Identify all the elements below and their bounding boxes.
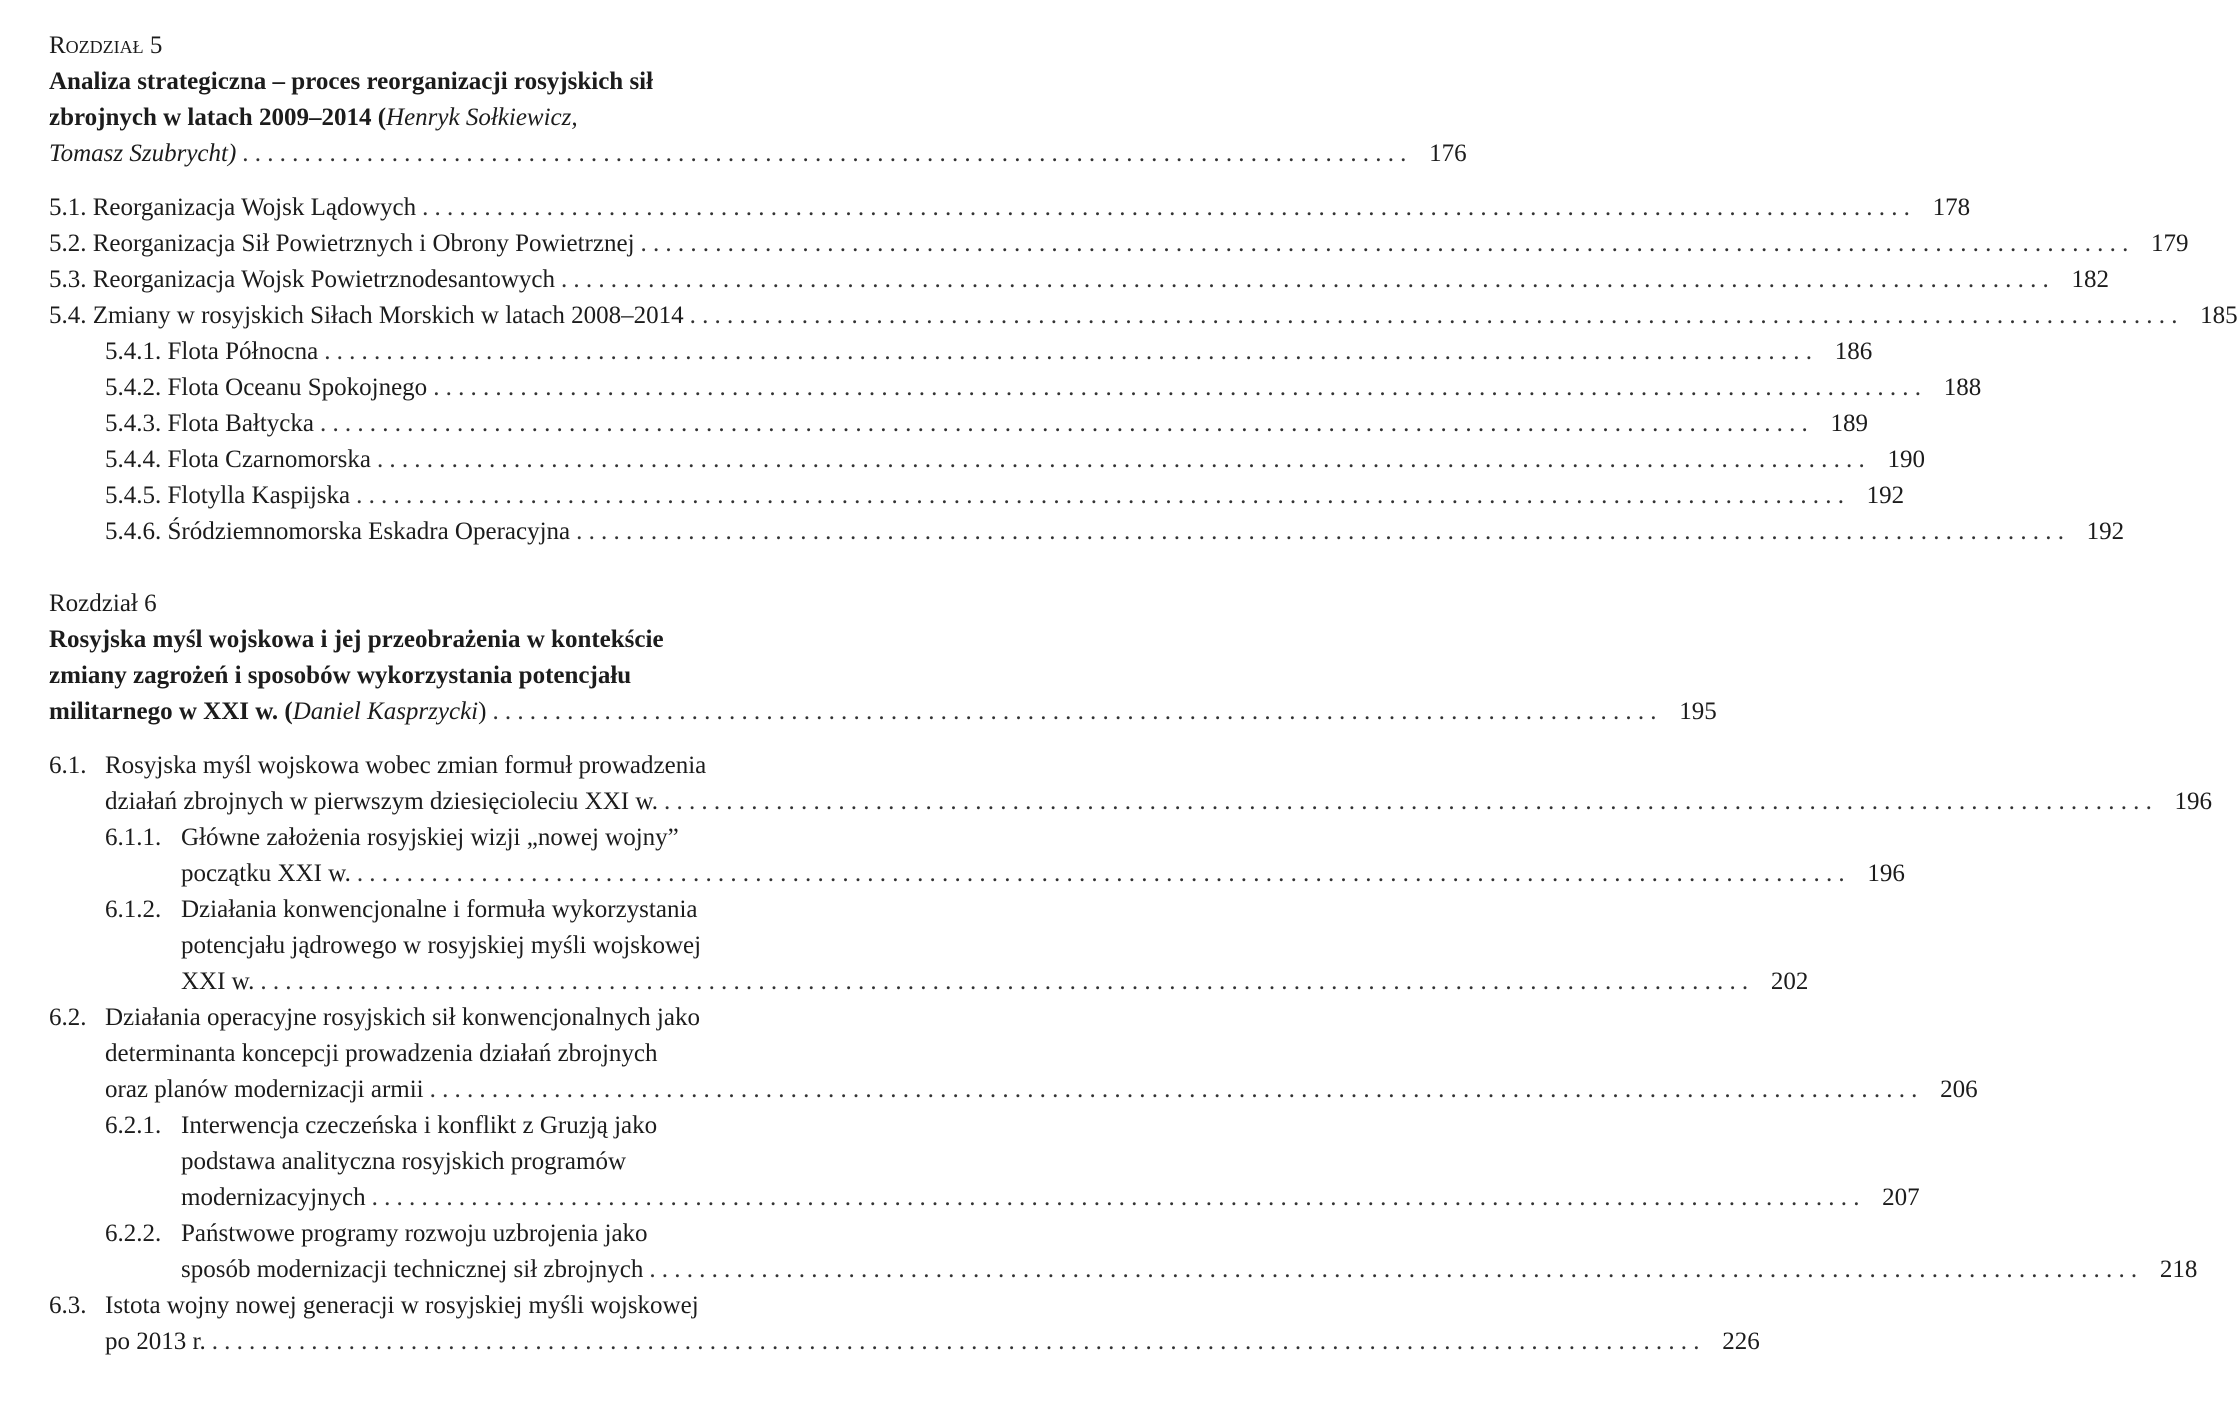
toc-entry[interactable] (49, 514, 2125, 550)
section-title: sposób modernizacji technicznej sił zbrojnych (181, 1256, 644, 1283)
toc-entry-line (49, 1072, 1978, 1108)
section-number: 5.4. (49, 302, 87, 329)
section-title: Śródziemnomorska Eskadra Operacyjna (167, 518, 571, 545)
dot-leader: ........................................................................................................................ (356, 482, 1851, 509)
chapter-5-title-line-2 (49, 100, 915, 136)
toc-entry[interactable] (49, 298, 2238, 334)
section-title: XXI w. (181, 968, 255, 995)
page-number: 185 (2200, 302, 2238, 329)
chapter-6-title-line-1 (49, 622, 915, 658)
section-title: Zmiany w rosyjskich Siłach Morskich w latach 2008–2014 (92, 302, 684, 329)
toc-entry-line (49, 1288, 915, 1324)
section-number: 6.1.2. (105, 896, 162, 923)
section-number: 6.3. (49, 1292, 87, 1319)
section-title: Istota wojny nowej generacji w rosyjskiej myśli wojskowej (105, 1292, 699, 1319)
dot-leader: ........................................................................................................................ (576, 518, 2071, 545)
toc-entry[interactable] (49, 262, 2109, 298)
toc-entry[interactable] (49, 370, 1982, 406)
section-title: Działania operacyjne rosyjskich sił konwencjonalnych jako (105, 1004, 700, 1031)
section-title: Reorganizacja Sił Powietrznych i Obrony Powietrznej (92, 230, 635, 257)
toc-entry-line (49, 1216, 915, 1252)
page-number: 176 (1429, 140, 1467, 167)
dot-leader: ........................................................................................................................ (260, 968, 1755, 995)
toc-entry[interactable] (49, 190, 1971, 226)
page-number: 178 (1932, 194, 1971, 221)
page-number: 196 (1867, 860, 1905, 887)
section-number: 6.1. (49, 752, 87, 779)
section-number: 5.4.2. (105, 374, 162, 401)
section-number: 5.4.1. (105, 338, 162, 365)
chapter-author: Henryk Sołkiewicz, (386, 104, 578, 131)
dot-leader: ........................................................................................................................ (211, 1328, 1706, 1355)
toc-entry[interactable] (49, 442, 1925, 478)
section-title: Flota Oceanu Spokojnego (167, 374, 428, 401)
toc-entry-line (49, 1180, 1920, 1216)
chapter-6-title-line-2 (49, 658, 915, 694)
chapter-author: Daniel Kasprzycki (292, 698, 479, 725)
paren: ) (478, 698, 487, 725)
page-number: 179 (2151, 230, 2189, 257)
chapter-5-title-line-1 (49, 64, 915, 100)
section-title: Główne założenia rosyjskiej wizji „nowej wojny” (181, 824, 679, 851)
chapter-title: Rosyjska myśl wojskowa i jej przeobrażenia w kontekście (49, 626, 664, 653)
section-title: Flotylla Kaspijska (167, 482, 351, 509)
toc-entry-line (49, 1144, 915, 1180)
section-title: Działania konwencjonalne i formuła wykorzystania (181, 896, 698, 923)
toc-entry[interactable] (49, 226, 2189, 262)
toc-entry-line (49, 1324, 1760, 1360)
toc-entry-line (49, 892, 915, 928)
toc-entry-line (49, 964, 1809, 1000)
page-number: 182 (2071, 266, 2109, 293)
section-number: 5.4.4. (105, 446, 162, 473)
toc-entry[interactable] (49, 406, 1868, 442)
toc-entry-chapter-5[interactable] (49, 136, 1467, 172)
section-title: Reorganizacja Wojsk Lądowych (92, 194, 417, 221)
page-number: 190 (1887, 446, 1925, 473)
toc-entry-line (49, 856, 1905, 892)
dot-leader: ........................................................................................................................ (640, 230, 2135, 257)
section-number: 5.4.5. (105, 482, 162, 509)
page-number: 226 (1722, 1328, 1760, 1355)
dot-leader: ........................................................................................................................ (429, 1076, 1924, 1103)
page-number: 189 (1830, 410, 1868, 437)
dot-leader: ........................................................................................................................ (560, 266, 2055, 293)
section-title: Państwowe programy rozwoju uzbrojenia jako (181, 1220, 648, 1247)
section-number: 5.3. (49, 266, 87, 293)
section-number: 5.1. (49, 194, 87, 221)
page-number: 192 (2086, 518, 2125, 545)
dot-leader: ........................................................................................................................ (664, 788, 2159, 815)
toc-entry-line (49, 820, 915, 856)
dot-leader: ........................................................................................................................ (376, 446, 1871, 473)
dot-leader: ........................................................................................................................ (649, 1256, 2144, 1283)
section-number: 6.2.2. (105, 1220, 162, 1247)
page-number: 188 (1943, 374, 1982, 401)
section-title: determinanta koncepcji prowadzenia działań zbrojnych (105, 1040, 658, 1067)
page-number: 206 (1940, 1076, 1978, 1103)
section-title: podstawa analityczna rosyjskich programów (181, 1148, 627, 1175)
section-title: początku XXI w. (181, 860, 351, 887)
toc-entry[interactable] (49, 334, 1873, 370)
section-title: po 2013 r. (105, 1328, 206, 1355)
toc-entry-line (49, 1108, 915, 1144)
section-number: 6.2. (49, 1004, 87, 1031)
section-title: Flota Północna (167, 338, 319, 365)
toc-entry[interactable] (49, 478, 1905, 514)
dot-leader: ........................................................................................................................ (371, 1184, 1866, 1211)
dot-leader: .............................................................................................. (242, 140, 1413, 167)
section-number: 5.2. (49, 230, 87, 257)
section-number: 5.4.6. (105, 518, 162, 545)
section-title: Rosyjska myśl wojskowa wobec zmian formuł prowadzenia (105, 752, 707, 779)
page-number: 196 (2174, 788, 2213, 815)
page-number: 186 (1834, 338, 1873, 365)
page-number: 218 (2159, 1256, 2198, 1283)
chapter-label: Rozdział 6 (49, 590, 157, 617)
toc-entry-chapter-6[interactable] (49, 694, 1717, 730)
section-number: 6.1.1. (105, 824, 162, 851)
toc-entry-line (49, 928, 915, 964)
section-number: 5.4.3. (105, 410, 162, 437)
section-title: działań zbrojnych w pierwszym dziesięcioleciu XXI w. (105, 788, 659, 815)
section-title: Reorganizacja Wojsk Powietrznodesantowych (92, 266, 555, 293)
section-title: oraz planów modernizacji armii (105, 1076, 424, 1103)
toc-entry-line (49, 1252, 2198, 1288)
dot-leader: ........................................................................................................................ (433, 374, 1928, 401)
dot-leader: ........................................................................................................................ (320, 410, 1814, 437)
dot-leader: .............................................................................................. (492, 698, 1663, 725)
chapter-label: Rozdział 5 (49, 32, 163, 59)
chapter-title: zbrojnych w latach 2009–2014 ( (49, 104, 387, 131)
chapter-5-label-line (49, 28, 915, 64)
section-title: Flota Czarnomorska (167, 446, 371, 473)
toc-entry-line (49, 1000, 915, 1036)
section-number: 6.2.1. (105, 1112, 162, 1139)
dot-leader: ........................................................................................................................ (356, 860, 1851, 887)
dot-leader: ........................................................................................................................ (422, 194, 1917, 221)
page-number: 192 (1866, 482, 1905, 509)
section-title: Interwencja czeczeńska i konflikt z Gruzją jako (181, 1112, 658, 1139)
chapter-title: militarnego w XXI w. ( (49, 698, 293, 725)
chapter-author: Tomasz Szubrycht) (49, 140, 237, 167)
toc-entry-line (49, 784, 2213, 820)
dot-leader: ........................................................................................................................ (689, 302, 2184, 329)
chapter-title: zmiany zagrożeń i sposobów wykorzystania potencjału (49, 662, 632, 689)
page-number: 207 (1882, 1184, 1920, 1211)
chapter-6-label-line (49, 586, 915, 622)
section-title: modernizacyjnych (181, 1184, 366, 1211)
toc-entry-line (49, 748, 915, 784)
page-number: 202 (1770, 968, 1809, 995)
page-number: 195 (1679, 698, 1717, 725)
section-title: Flota Bałtycka (167, 410, 314, 437)
toc-entry-line (49, 1036, 915, 1072)
dot-leader: ........................................................................................................................ (324, 338, 1819, 365)
section-title: potencjału jądrowego w rosyjskiej myśli wojskowej (181, 932, 702, 959)
chapter-title: Analiza strategiczna – proces reorganizacji rosyjskich sił (49, 68, 654, 95)
